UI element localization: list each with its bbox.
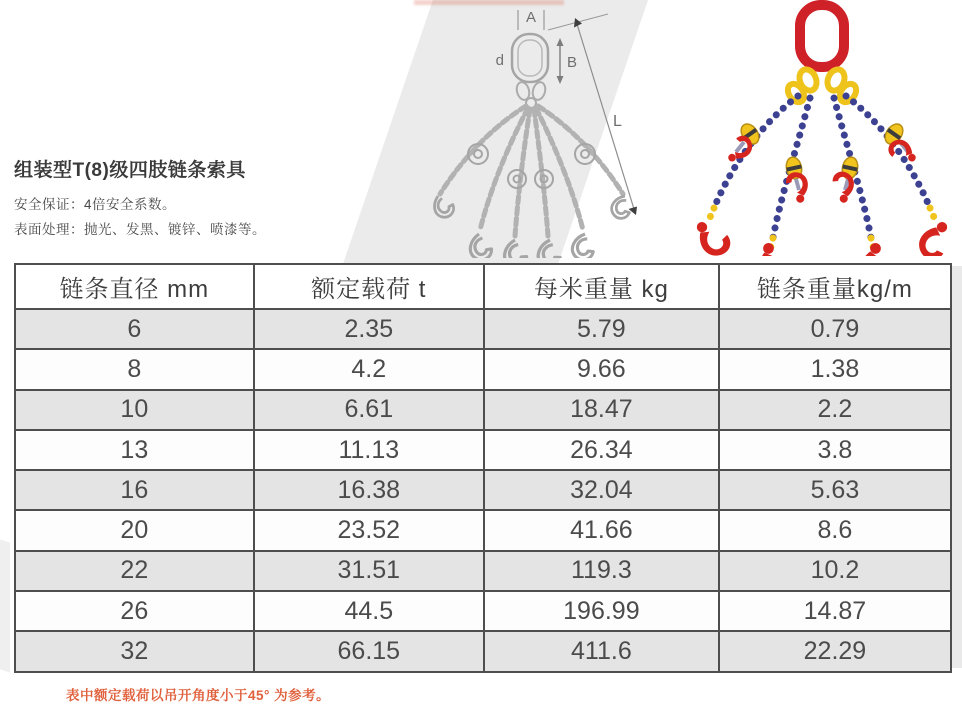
table-cell: 22.29 <box>719 631 951 671</box>
table-cell: 31.51 <box>254 551 484 591</box>
table-row <box>15 631 951 671</box>
col-header-weight-per-meter: 每米重量 kg <box>484 264 719 309</box>
table-cell: 6.61 <box>254 390 484 430</box>
table-cell: 20 <box>15 510 254 550</box>
spec-table-header <box>15 264 951 309</box>
col-header-chain-weight: 链条重量kg/m <box>719 264 951 309</box>
safety-note: 安全保证：4倍安全系数。 <box>14 197 177 212</box>
table-cell: 18.47 <box>484 390 719 430</box>
table-row <box>15 349 951 389</box>
table-row <box>15 551 951 591</box>
rated-load-footnote: 表中额定载荷以吊开角度小于45° 为参考。 <box>66 688 331 703</box>
table-row <box>15 309 951 349</box>
table-cell: 411.6 <box>484 631 719 671</box>
table-cell: 13 <box>15 430 254 470</box>
table-row <box>15 510 951 550</box>
chain-sling-color-illustration <box>676 0 962 256</box>
spec-table <box>14 263 952 673</box>
table-cell: 0.79 <box>719 309 951 349</box>
table-cell: 16.38 <box>254 470 484 510</box>
table-cell: 10 <box>15 390 254 430</box>
table-cell: 8.6 <box>719 510 951 550</box>
table-row <box>15 470 951 510</box>
dim-label-b: B <box>567 54 578 71</box>
table-cell: 66.15 <box>254 631 484 671</box>
table-cell: 10.2 <box>719 551 951 591</box>
table-cell: 32.04 <box>484 470 719 510</box>
spec-table-body <box>15 309 951 672</box>
chain-sling-technical-drawing <box>392 4 660 258</box>
surface-treatment-note: 表面处理：抛光、发黑、镀锌、喷漆等。 <box>14 222 266 237</box>
table-cell: 3.8 <box>719 430 951 470</box>
table-row <box>15 390 951 430</box>
table-cell: 5.79 <box>484 309 719 349</box>
table-cell: 32 <box>15 631 254 671</box>
product-title: 组装型T(8)级四肢链条索具 <box>14 160 246 181</box>
table-row <box>15 591 951 631</box>
table-cell: 16 <box>15 470 254 510</box>
table-cell: 9.66 <box>484 349 719 389</box>
dim-label-l: L <box>613 113 622 130</box>
table-cell: 41.66 <box>484 510 719 550</box>
table-cell: 8 <box>15 349 254 389</box>
watermark-left-strip <box>0 537 10 672</box>
table-cell: 5.63 <box>719 470 951 510</box>
table-cell: 1.38 <box>719 349 951 389</box>
table-cell: 23.52 <box>254 510 484 550</box>
col-header-chain-diameter: 链条直径 mm <box>15 264 254 309</box>
table-cell: 2.2 <box>719 390 951 430</box>
dim-label-a: A <box>525 9 537 26</box>
watermark-right-strip <box>951 266 962 668</box>
table-cell: 22 <box>15 551 254 591</box>
table-cell: 6 <box>15 309 254 349</box>
col-header-rated-load: 额定载荷 t <box>254 264 484 309</box>
product-info-block <box>14 155 266 243</box>
table-cell: 2.35 <box>254 309 484 349</box>
table-row <box>15 430 951 470</box>
table-cell: 119.3 <box>484 551 719 591</box>
table-cell: 196.99 <box>484 591 719 631</box>
dim-label-d: d <box>495 52 504 69</box>
table-cell: 4.2 <box>254 349 484 389</box>
table-cell: 26.34 <box>484 430 719 470</box>
table-cell: 44.5 <box>254 591 484 631</box>
table-cell: 11.13 <box>254 430 484 470</box>
table-cell: 26 <box>15 591 254 631</box>
table-cell: 14.87 <box>719 591 951 631</box>
